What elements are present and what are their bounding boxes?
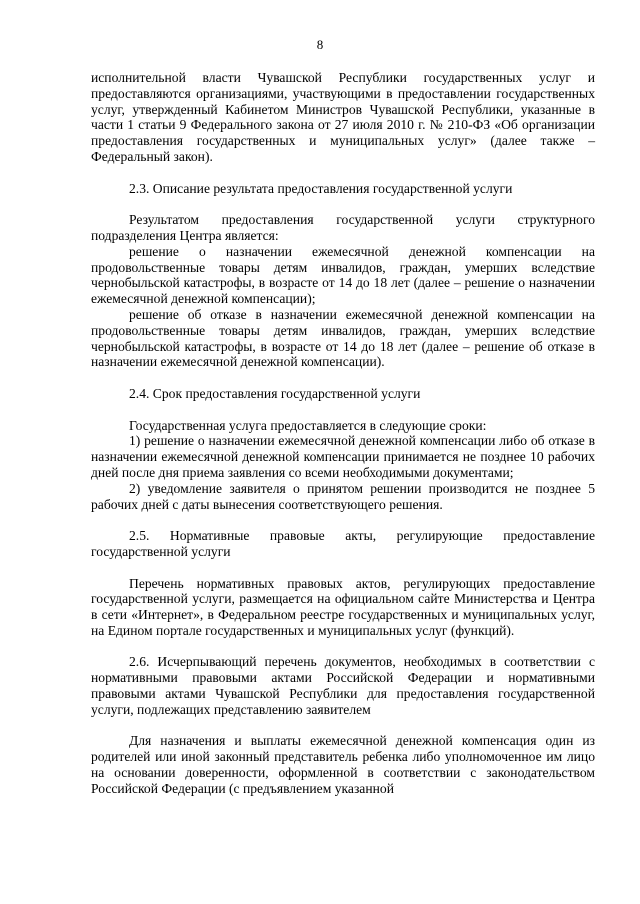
paragraph-legal-acts: Перечень нормативных правовых актов, регулирующих предоставление государственной услуги, размещается на официальном сайте Министерства и Центра в сети «Интернет», в Федеральном реестре государственных и муниципальных услуг, на Едином портале государственных и муниципальных услуг (функций). — [91, 575, 595, 638]
paragraph-term-2: 2) уведомление заявителя о принятом решении производится не позднее 5 рабочих дней с даты вынесения соответствующего решения. — [91, 480, 595, 512]
paragraph-terms: Государственная услуга предоставляется в следующие сроки: — [129, 417, 487, 433]
paragraph-intro: исполнительной власти Чувашской Республики государственных услуг и предоставляются организациями, участвующими в предоставлении государственных услуг, утвержденный Кабинетом Министров Чувашской Республики, указанные в части 1 статьи 9 Федерального закона от 27 июля 2010 г. № 210-ФЗ «Об организации предоставления государственных и муниципальных услуг» (далее также – Федеральный закон). — [91, 70, 595, 164]
section-heading-2-3: 2.3. Описание результата предоставления государственной услуги — [129, 180, 513, 196]
spacer — [91, 370, 595, 386]
paragraph-term-1: 1) решение о назначении ежемесячной денежной компенсации либо об отказе в назначении ежемесячной денежной компенсации принимается не позднее 10 рабочих дней после дня приема заявления со всеми необходимыми документами; — [91, 433, 595, 480]
spacer — [91, 560, 595, 576]
spacer — [91, 402, 595, 418]
spacer — [91, 165, 595, 181]
page-number: 8 — [316, 37, 324, 52]
section-heading-2-5: 2.5. Нормативные правовые акты, регулирующие предоставление государственной услуги — [91, 528, 595, 559]
spacer — [91, 512, 595, 528]
paragraph-result: Результатом предоставления государственной услуги структурного подразделения Центра является: — [91, 212, 595, 243]
spacer — [91, 196, 595, 212]
paragraph-documents: Для назначения и выплаты ежемесячной денежной компенсация один из родителей или иной законный представитель ребенка либо уполномоченное им лицо на основании доверенности, оформленной в соответствии с законодательством Российской Федерации (с предъявлением указанной — [91, 733, 595, 796]
section-heading-2-4: 2.4. Срок предоставления государственной услуги — [129, 385, 421, 401]
spacer — [91, 718, 595, 734]
document-body — [91, 70, 595, 797]
paragraph-decision-refusal: решение об отказе в назначении ежемесячной денежной компенсации на продовольственные товары детям инвалидов, граждан, умерших вследствие чернобыльской катастрофы, в возрасте от 14 до 18 лет (далее – решение об отказе в назначении ежемесячной денежной компенсации). — [91, 306, 595, 370]
section-heading-2-6: 2.6. Исчерпывающий перечень документов, необходимых в соответствии с нормативными правовыми актами Российской Федерации и нормативными правовыми актами Чувашской Республики для предоставления государственной услуги, подлежащих представлению заявителем — [91, 654, 595, 717]
spacer — [91, 639, 595, 655]
paragraph-decision-grant: решение о назначении ежемесячной денежной компенсации на продовольственные товары детям инвалидов, граждан, умерших вследствие чернобыльской катастрофы, в возрасте от 14 до 18 лет (далее – решение о назначении ежемесячной денежной компенсации); — [91, 243, 595, 307]
